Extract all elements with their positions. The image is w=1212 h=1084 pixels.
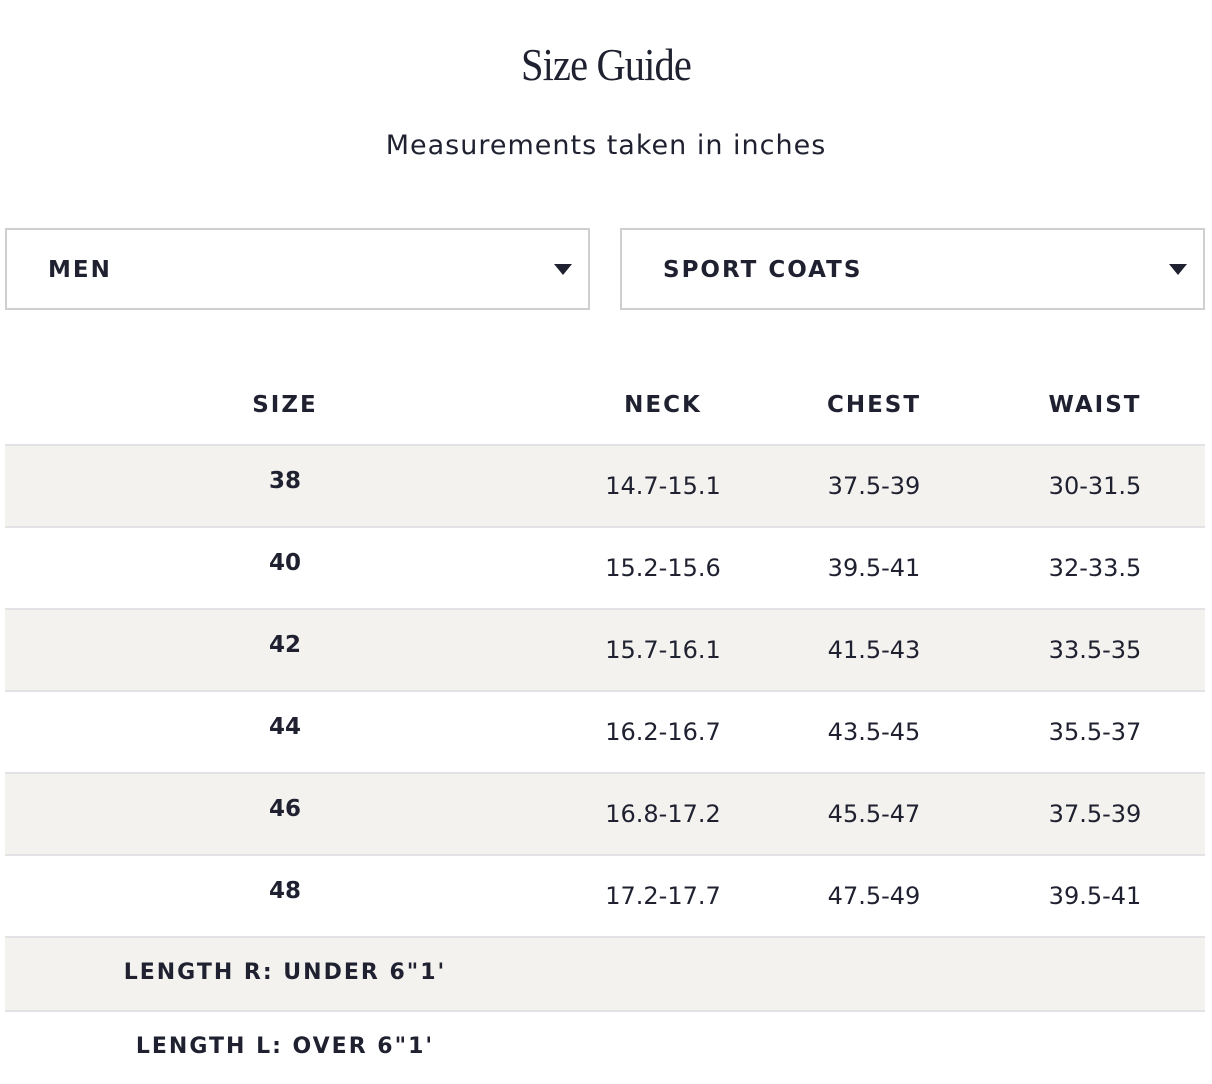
table-row <box>5 610 1205 692</box>
waist-cell: 35.5-37 <box>1048 718 1142 746</box>
size-cell: 46 <box>268 796 301 822</box>
table-row <box>5 446 1205 528</box>
waist-cell: 39.5-41 <box>1048 882 1142 910</box>
neck-cell: 15.7-16.1 <box>605 636 721 664</box>
header-neck: NECK <box>624 392 702 418</box>
waist-cell: 33.5-35 <box>1048 636 1142 664</box>
neck-cell: 17.2-17.7 <box>605 882 721 910</box>
gender-select-value: MEN <box>48 257 112 283</box>
caret-down-icon <box>1169 264 1187 275</box>
size-cell: 44 <box>268 714 301 740</box>
gender-select[interactable] <box>5 228 590 310</box>
chest-cell: 37.5-39 <box>827 472 921 500</box>
waist-cell: 32-33.5 <box>1048 554 1142 582</box>
page-title: Size Guide <box>521 39 691 90</box>
size-cell: 42 <box>268 632 301 658</box>
length-note: LENGTH R: UNDER 6"1' <box>123 960 447 985</box>
category-select-value: SPORT COATS <box>663 257 863 283</box>
table-row <box>5 774 1205 856</box>
chest-cell: 41.5-43 <box>827 636 921 664</box>
length-note: LENGTH L: OVER 6"1' <box>135 1034 435 1059</box>
neck-cell: 15.2-15.6 <box>605 554 721 582</box>
size-cell: 38 <box>268 468 301 494</box>
length-note-row <box>5 938 1205 1012</box>
chest-cell: 39.5-41 <box>827 554 921 582</box>
chest-cell: 47.5-49 <box>827 882 921 910</box>
header-size: SIZE <box>252 392 318 418</box>
size-cell: 40 <box>268 550 301 576</box>
caret-down-icon <box>554 264 572 275</box>
size-cell: 48 <box>268 878 301 904</box>
chest-cell: 45.5-47 <box>827 800 921 828</box>
neck-cell: 16.8-17.2 <box>605 800 721 828</box>
size-table <box>5 362 1205 1084</box>
page-subtitle: Measurements taken in inches <box>385 130 827 161</box>
neck-cell: 14.7-15.1 <box>605 472 721 500</box>
table-row <box>5 528 1205 610</box>
chest-cell: 43.5-45 <box>827 718 921 746</box>
waist-cell: 30-31.5 <box>1048 472 1142 500</box>
header-waist: WAIST <box>1048 392 1142 418</box>
neck-cell: 16.2-16.7 <box>605 718 721 746</box>
length-note-row <box>5 1012 1205 1084</box>
table-row <box>5 856 1205 938</box>
table-header-row <box>5 362 1205 446</box>
header-chest: CHEST <box>826 392 922 418</box>
category-select[interactable] <box>620 228 1205 310</box>
waist-cell: 37.5-39 <box>1048 800 1142 828</box>
table-row <box>5 692 1205 774</box>
